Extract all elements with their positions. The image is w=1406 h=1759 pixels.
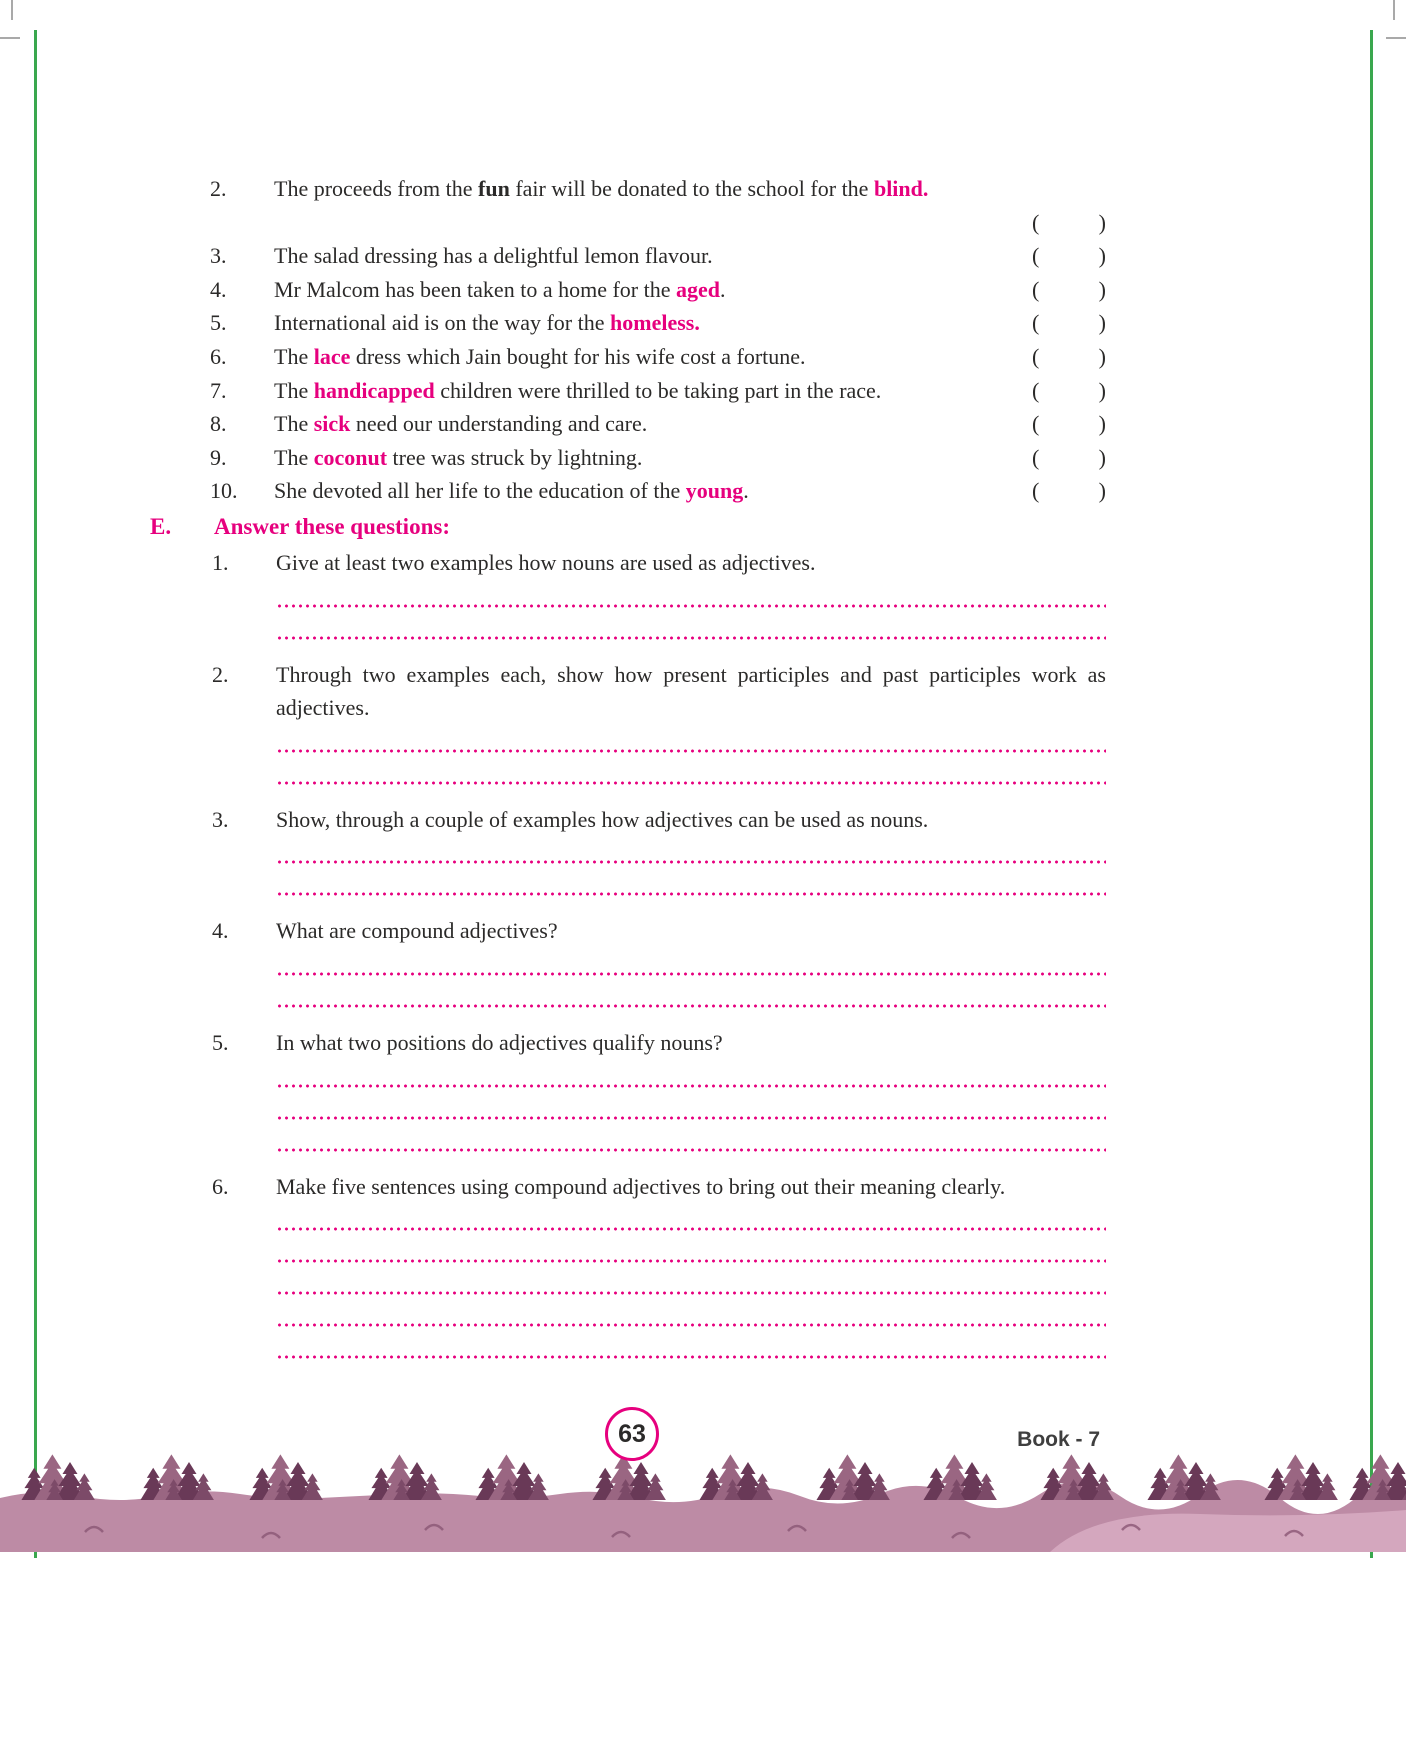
tree-icon <box>74 1473 95 1500</box>
answer-line <box>276 753 1106 785</box>
paren-open: ( <box>1032 444 1040 470</box>
sentence-text: . <box>719 276 726 302</box>
exercise-item <box>150 374 1106 408</box>
tree-icon <box>528 1473 549 1500</box>
answer-line <box>276 1120 1106 1152</box>
item-number: 9. <box>210 444 227 470</box>
question-row <box>150 1170 1106 1204</box>
paren-open: ( <box>1032 411 1040 437</box>
answer-parens <box>1032 441 1106 475</box>
paren-close: ) <box>1098 478 1106 504</box>
answer-line <box>276 608 1106 640</box>
tree-icon <box>421 1473 442 1500</box>
item-sentence <box>274 239 1032 273</box>
question-text: What are compound adjectives? <box>276 918 558 944</box>
crop-mark-top-right-vertical <box>1393 0 1395 20</box>
exercise-item <box>150 273 1106 307</box>
highlighted-word: handicapped <box>313 377 435 403</box>
answer-line <box>276 952 1106 976</box>
question-row <box>150 914 1106 948</box>
item-number: 2. <box>210 176 227 201</box>
sentence-text: She devoted all her life to the education of the <box>274 478 686 504</box>
highlighted-word: coconut <box>313 444 388 470</box>
sentence-text: children were thrilled to be taking part in the race. <box>434 377 882 403</box>
exercise-item <box>150 407 1106 441</box>
answer-lines <box>276 952 1106 1008</box>
question-row <box>150 1026 1106 1060</box>
paren-open: ( <box>1032 243 1040 269</box>
bold-word: fun <box>478 176 510 201</box>
answer-lines <box>276 840 1106 896</box>
paren-close: ) <box>1098 377 1106 403</box>
book-label: Book - 7 <box>1017 1428 1100 1451</box>
question-block <box>150 546 1106 640</box>
question-block <box>150 658 1106 785</box>
answer-line <box>276 584 1106 608</box>
answer-line <box>276 1263 1106 1295</box>
exercise-d-list <box>150 172 1106 508</box>
item-sentence <box>274 374 1032 408</box>
answer-line <box>276 864 1106 896</box>
paren-close: ) <box>1098 209 1106 235</box>
section-title: Answer these questions: <box>214 513 450 539</box>
crop-mark-top-right-horizontal <box>1386 37 1406 39</box>
exercise-item <box>150 340 1106 374</box>
highlighted-word: sick <box>313 411 351 437</box>
paren-open: ( <box>1032 377 1040 403</box>
question-block <box>150 803 1106 897</box>
item-number: 7. <box>210 377 227 403</box>
paren-close: ) <box>1098 343 1106 369</box>
question-block <box>150 1170 1106 1360</box>
answer-line <box>276 976 1106 1008</box>
item-number: 8. <box>210 411 227 437</box>
answer-line <box>276 1207 1106 1231</box>
item-sentence <box>274 441 1032 475</box>
answer-line <box>276 729 1106 753</box>
answer-parens <box>1032 306 1106 340</box>
section-e-heading <box>150 510 1106 544</box>
sentence-text: The <box>274 377 314 403</box>
exercise-item <box>150 474 1106 508</box>
right-margin-rule <box>1370 30 1373 1558</box>
answer-line <box>276 1064 1106 1088</box>
paren-open: ( <box>1032 478 1040 504</box>
tree-icon <box>645 1473 666 1500</box>
answer-lines <box>276 584 1106 640</box>
sentence-text: dress which Jain bought for his wife cost a fortune. <box>350 343 806 369</box>
item-sentence <box>274 273 1032 307</box>
answer-parens <box>1032 273 1106 307</box>
question-number: 3. <box>212 806 229 832</box>
item-sentence <box>274 407 1032 441</box>
item-number: 5. <box>210 310 227 336</box>
paren-open: ( <box>1032 343 1040 369</box>
exercise-item <box>150 239 1106 273</box>
sentence-text: The <box>274 444 314 470</box>
answer-parens <box>1032 239 1106 273</box>
sentence-text: International aid is on the way for the <box>274 310 611 336</box>
question-text: Through two examples each, show how present participles and past participles work as adjectives. <box>276 661 1106 721</box>
item-number: 4. <box>210 276 227 302</box>
section-label: E. <box>150 513 172 539</box>
question-block <box>150 1026 1106 1152</box>
sentence-text: The salad dressing has a delightful lemon flavour. <box>274 243 713 269</box>
question-text: Make five sentences using compound adjectives to bring out their meaning clearly. <box>276 1173 1006 1199</box>
highlighted-word: homeless. <box>610 310 700 336</box>
answer-parens <box>1032 374 1106 408</box>
tree-icon <box>752 1473 773 1500</box>
page-number: 63 <box>618 1419 646 1448</box>
question-text: Give at least two examples how nouns are used as adjectives. <box>276 549 816 575</box>
question-number: 1. <box>212 549 229 575</box>
highlighted-word: young <box>685 478 744 504</box>
item-sentence <box>274 172 1032 206</box>
sentence-text: . <box>743 478 749 504</box>
sentence-text: need our understanding and care. <box>350 411 648 437</box>
sentence-text: Mr Malcom has been taken to a home for the <box>274 276 676 302</box>
answer-lines <box>276 729 1106 785</box>
answer-line <box>276 1327 1106 1359</box>
crop-mark-top-left-vertical <box>11 0 13 20</box>
paren-close: ) <box>1098 310 1106 336</box>
question-row <box>150 803 1106 837</box>
sentence-text: tree was struck by lightning. <box>387 444 643 470</box>
item-sentence <box>274 306 1032 340</box>
item-sentence <box>274 474 1032 508</box>
question-number: 5. <box>212 1029 229 1055</box>
answer-parens <box>1032 206 1106 240</box>
answer-parens <box>1032 407 1106 441</box>
item-number: 3. <box>210 243 227 269</box>
answer-line <box>276 1088 1106 1120</box>
tree-icon <box>302 1473 323 1500</box>
tree-icon <box>1317 1473 1338 1500</box>
exercise-item <box>150 306 1106 340</box>
tree-icon <box>869 1473 890 1500</box>
paren-open: ( <box>1032 209 1040 235</box>
paren-open: ( <box>1032 276 1040 302</box>
question-number: 4. <box>212 918 229 944</box>
highlighted-word: lace <box>313 343 351 369</box>
page-content <box>150 172 1106 1377</box>
exercise-item <box>150 441 1106 475</box>
answer-parens <box>1032 340 1106 374</box>
item-sentence <box>274 340 1032 374</box>
footer-illustration <box>0 1452 1406 1552</box>
question-row <box>150 658 1106 725</box>
sentence-text: The <box>274 411 314 437</box>
answer-line <box>276 1231 1106 1263</box>
highlighted-word: blind. <box>873 176 929 201</box>
exercise-item-parens-row <box>150 206 1106 240</box>
exercise-item <box>150 172 1106 206</box>
sentence-text: The <box>274 343 314 369</box>
question-text: Show, through a couple of examples how adjectives can be used as nouns. <box>276 806 929 832</box>
crop-mark-top-left-horizontal <box>0 37 20 39</box>
item-number: 10. <box>210 478 238 504</box>
question-number: 6. <box>212 1173 229 1199</box>
item-number: 6. <box>210 343 227 369</box>
answer-line <box>276 840 1106 864</box>
sentence-text: The proceeds from the <box>274 176 479 201</box>
answer-line <box>276 1295 1106 1327</box>
question-text: In what two positions do adjectives qualify nouns? <box>276 1029 723 1055</box>
left-margin-rule <box>34 30 37 1558</box>
paren-open: ( <box>1032 310 1040 336</box>
question-row <box>150 546 1106 580</box>
highlighted-word: aged <box>675 276 720 302</box>
paren-close: ) <box>1098 276 1106 302</box>
page-number-badge <box>605 1407 659 1461</box>
question-number: 2. <box>212 661 229 687</box>
paren-close: ) <box>1098 444 1106 470</box>
sentence-text: fair will be donated to the school for the <box>509 176 874 201</box>
answer-lines <box>276 1064 1106 1152</box>
questions-list <box>150 546 1106 1359</box>
paren-close: ) <box>1098 411 1106 437</box>
answer-parens <box>1032 474 1106 508</box>
answer-lines <box>276 1207 1106 1359</box>
paren-close: ) <box>1098 243 1106 269</box>
tree-icon <box>193 1473 214 1500</box>
question-block <box>150 914 1106 1008</box>
tree-icon <box>976 1473 997 1500</box>
